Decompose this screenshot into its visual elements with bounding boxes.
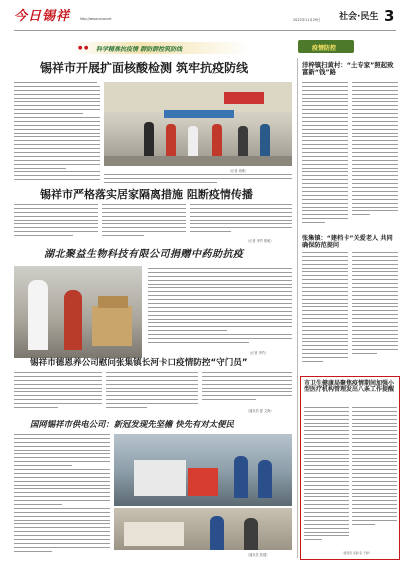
photo-5-worker <box>244 518 258 550</box>
slogan-text: 科学精准抗疫情 群防群控筑防线 <box>96 46 183 53</box>
article-5-photo-bottom <box>114 508 292 550</box>
article-5-photo-top <box>114 434 292 506</box>
photo-3-credit: （记者 李竹） <box>248 351 269 355</box>
photo-5-credit: （通讯员 张健） <box>246 553 270 557</box>
photo-1-credit: （记者 周维） <box>228 169 249 173</box>
right-article-3-body-a <box>304 407 349 553</box>
photo-5-counter <box>124 522 184 546</box>
masthead <box>0 0 410 40</box>
article-2-headline: 锡祥市严格落实居家隔离措施 阻断疫情传播 <box>40 188 253 201</box>
photo-3-boxes <box>98 296 128 308</box>
photo-5-worker <box>258 460 272 498</box>
photo-5-worker <box>234 456 248 498</box>
article-5-body <box>14 434 110 558</box>
photo-1-person <box>260 124 270 156</box>
right-article-2-body-a <box>302 252 348 372</box>
right-article-2-headline: 张集镇：“建档卡”关爱老人 共同确保防范提问 <box>302 235 393 249</box>
photo-1-ground <box>104 156 292 166</box>
article-4-headline: 锡祥市德恩养公司慰问张集镇长河卡口疫情防控“守门员” <box>30 358 248 368</box>
page-number: 3 <box>384 7 395 25</box>
right-article-3-body-b <box>352 407 397 543</box>
photo-1-person <box>238 126 248 156</box>
photo-1-person <box>166 124 176 156</box>
photo-5-truck <box>134 460 186 496</box>
article-1-body-cont <box>104 174 292 188</box>
article-5-headline: 国网锡祥市供电公司：新冠发现先坚檐 快先有对太便民 <box>30 419 234 429</box>
article-3-photo <box>14 266 142 358</box>
article-2-body-col3 <box>190 204 292 238</box>
right-article-3-headline: 市卫生健康局聚焦疫情期间加强小型医疗机构管理发出八条工作提醒 <box>304 380 395 394</box>
right-article-1-headline: 洋梓镇扫黄村：“土专家”照起致富新“钱”路 <box>302 61 394 76</box>
photo-5-truck <box>188 468 218 496</box>
photo-4-credit: （通讯员 夏 文海） <box>246 409 274 413</box>
article-4-body-col3 <box>202 372 292 406</box>
issue-date: 2022年11月29日 <box>293 18 321 22</box>
article-1-photo <box>104 82 292 166</box>
column-divider <box>297 58 298 558</box>
section-title: 社会·民生 <box>339 12 379 22</box>
slogan-dots-icon: ● ● <box>78 45 89 51</box>
right-article-1-body-b <box>352 82 398 234</box>
article-1-headline: 锡祥市开展扩面核酸检测 筑牢抗疫防线 <box>40 61 249 75</box>
article-3-headline: 湖北聚益生物科技有限公司捐赠中药助抗疫 <box>44 249 244 260</box>
badge-label: 疫情防控 <box>312 45 337 52</box>
masthead-rule <box>14 30 396 31</box>
photo-1-sign <box>224 92 264 104</box>
right-article-2-body-b <box>352 252 398 368</box>
photo-2-credit: （记者 李竹 焦敏） <box>246 239 274 243</box>
article-2-body-col2 <box>102 204 186 242</box>
photo-5-worker <box>210 516 224 550</box>
newspaper-logo: 今日锡祥 <box>14 9 71 24</box>
right-article-3-credit: （通讯员 张新 张 于婷） <box>341 551 372 555</box>
photo-1-person <box>144 122 154 156</box>
photo-3-boxes <box>92 306 132 346</box>
photo-3-worker <box>64 290 82 350</box>
slogan-banner <box>70 42 250 54</box>
article-2-body-col1 <box>14 204 98 242</box>
article-4-body-col1 <box>14 372 102 412</box>
article-3-body <box>148 268 292 348</box>
right-article-1-body-a <box>302 82 348 234</box>
photo-1-awning <box>164 110 234 118</box>
photo-1-person <box>212 124 222 156</box>
photo-3-worker <box>28 280 48 350</box>
right-article-3-box <box>300 376 400 560</box>
side-badge <box>298 40 354 53</box>
masthead-url: http://www.xixw.net <box>80 17 112 21</box>
article-4-body-col2 <box>106 372 198 412</box>
photo-1-person <box>188 126 198 156</box>
article-1-body <box>14 82 100 184</box>
